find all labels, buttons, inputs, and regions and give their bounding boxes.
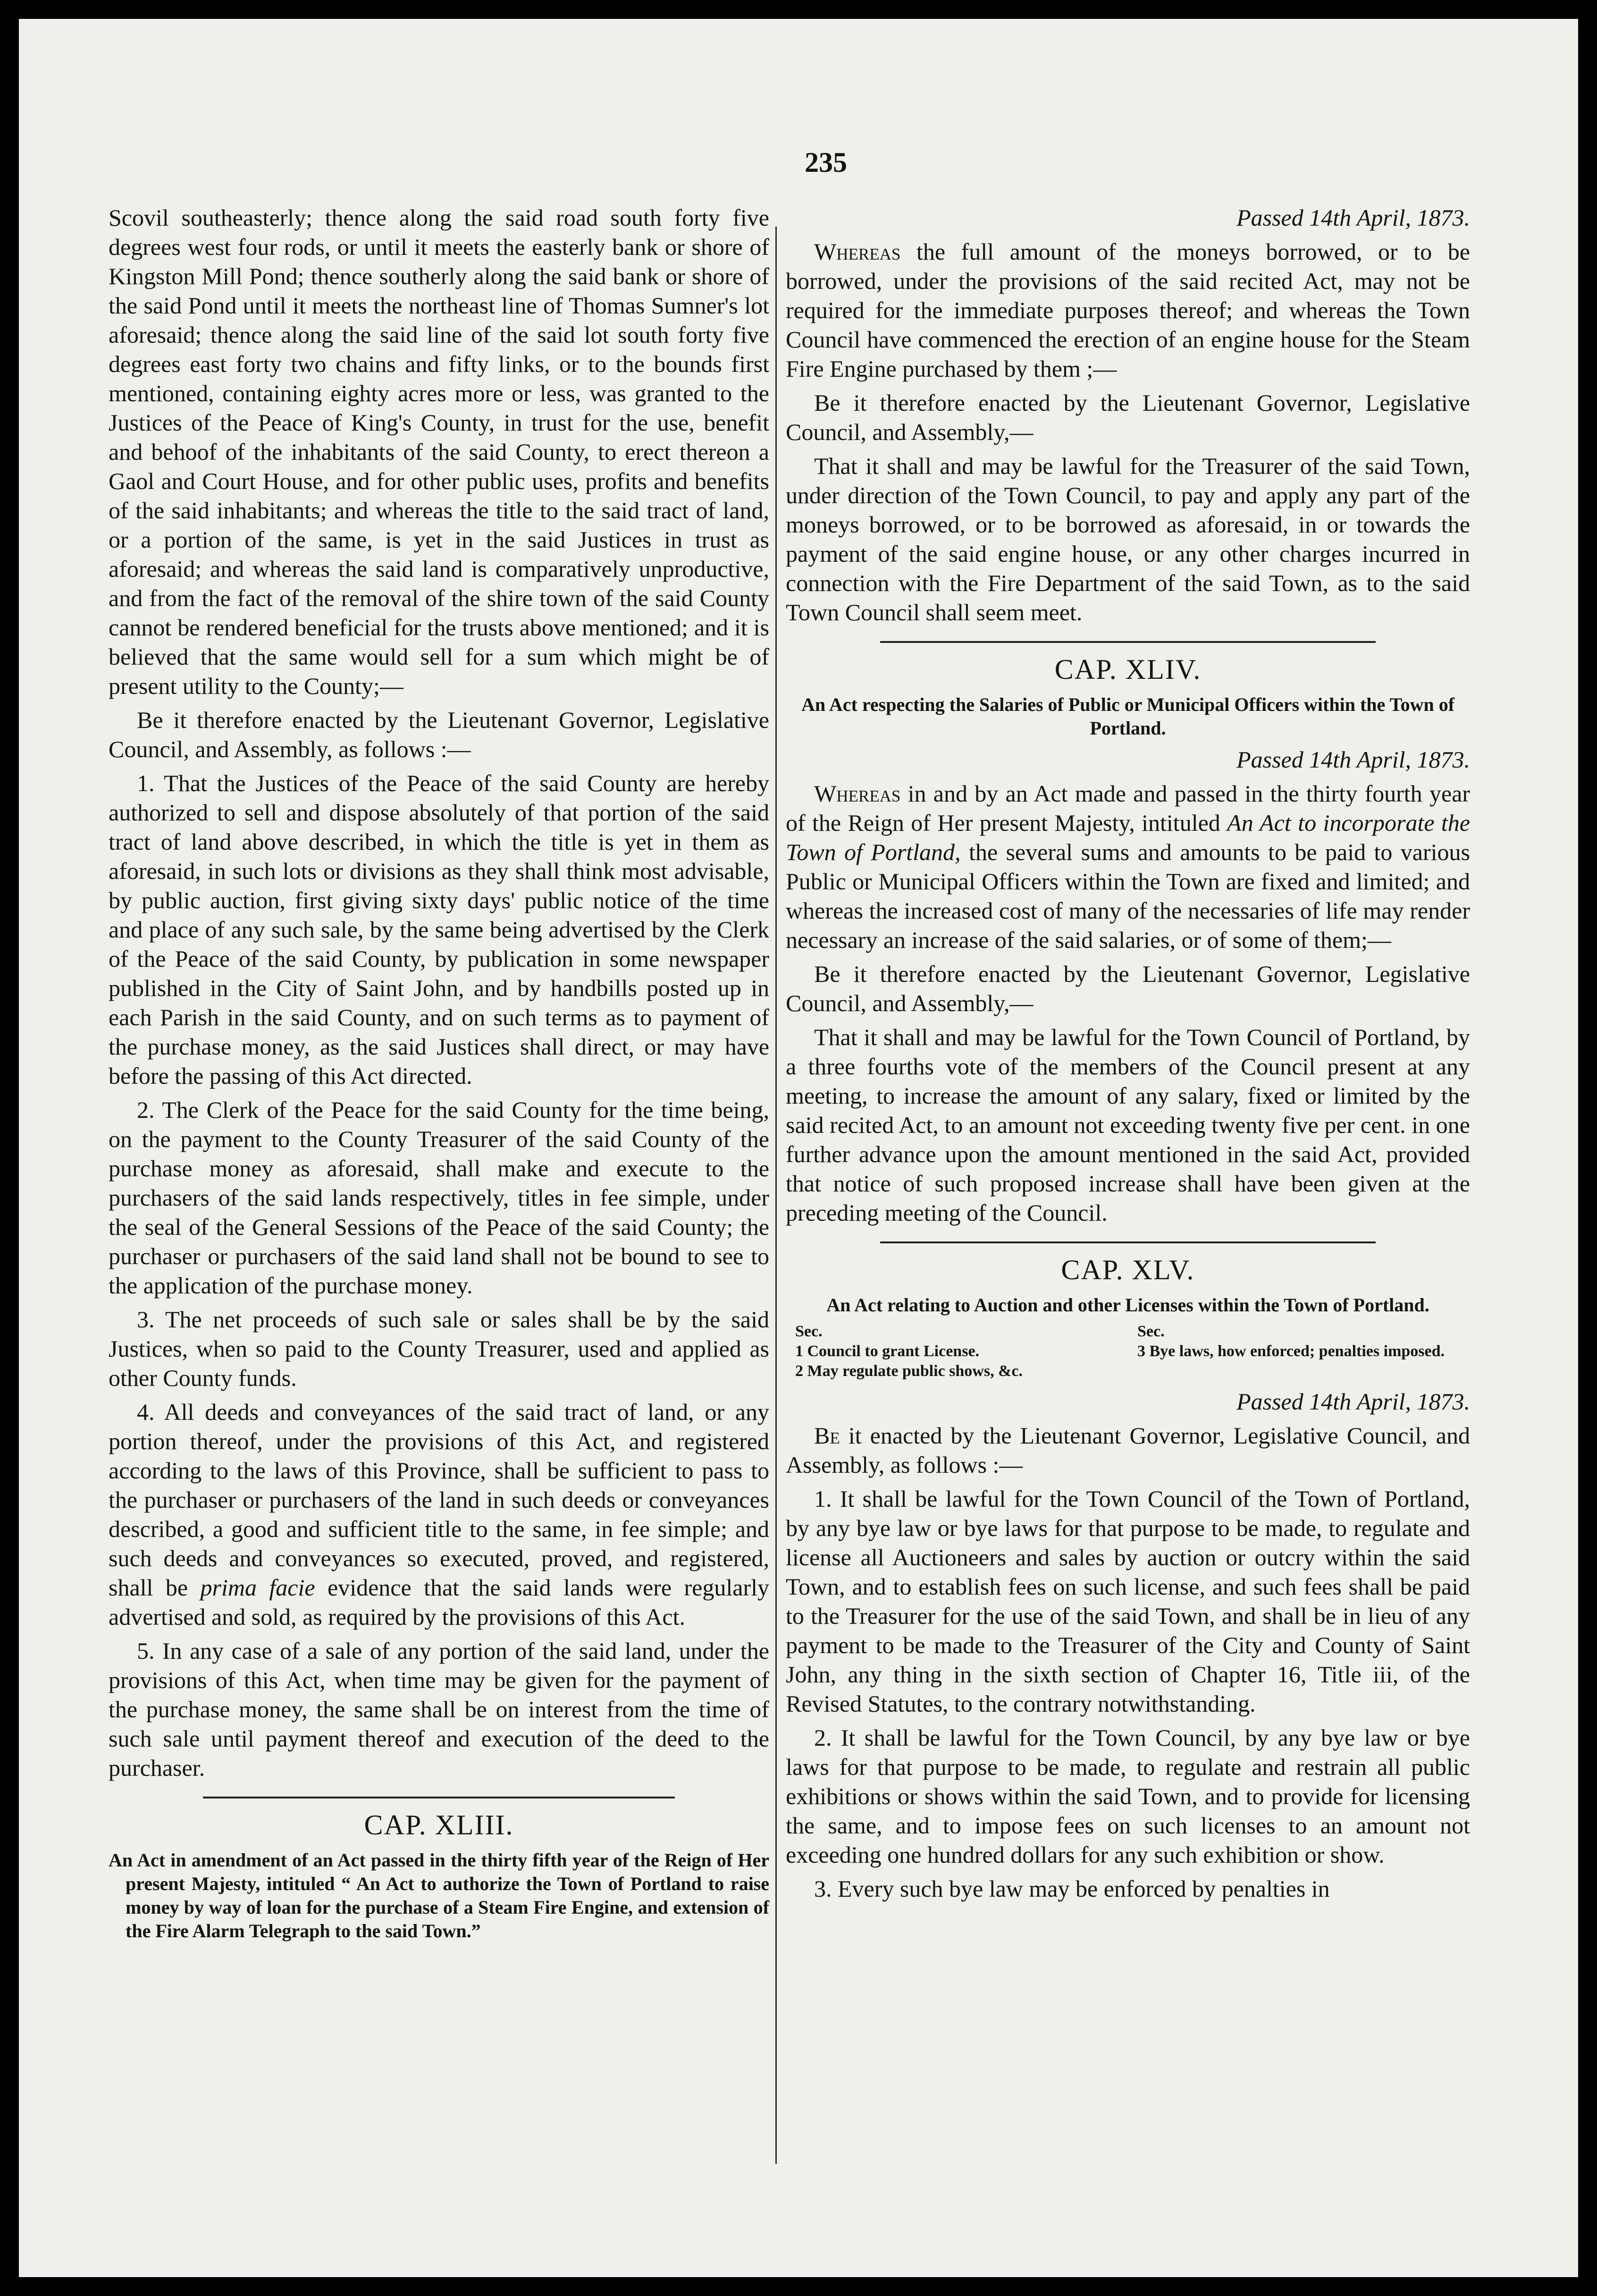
section-rule bbox=[880, 641, 1376, 643]
chapter-43-enacting-clause: Be it therefore enacted by the Lieutenant Governor, Legislative Council, and Assembly,— bbox=[786, 389, 1470, 445]
chapter-45-section-3: 3. Every such bye law may be enforced by penalties in bbox=[814, 1875, 1330, 1902]
left-column bbox=[109, 203, 769, 2164]
document-page bbox=[19, 19, 1578, 2277]
section-index bbox=[786, 1322, 1470, 1381]
section-rule bbox=[880, 1241, 1376, 1243]
chapter-43-title: An Act in amendment of an Act passed in the thirty fifth year of the Reign of Her present Majesty, intituled “ An Act to authorize the Town of Portland to raise money by way of loan for the purchase of a Steam Fire Engine, and extension of the Fire Alarm Telegraph to the said Town.” bbox=[109, 1849, 769, 1941]
chapter-heading-43: CAP. XLIII. bbox=[364, 1809, 514, 1840]
chapter-44-preamble bbox=[786, 779, 1470, 954]
section-2: 2. The Clerk of the Peace for the said County for the time being, on the payment to the County Treasurer of the said County of the purchase money as aforesaid, shall make and execute to the purchasers of the said lands respectively, titles in fee simple, under the seal of the General Sessions of the Peace of the said County; the purchaser or purchasers of the said land shall not be bound to see to the application of the purchase money. bbox=[109, 1097, 769, 1299]
section-rule bbox=[203, 1797, 675, 1798]
chapter-44-act-name: An Act to incorporate the Town of Portland, bbox=[786, 810, 1471, 865]
chapter-45-section-1: 1. It shall be lawful for the Town Council of the Town of Portland, by any bye law or bye laws for that purpose to be made, to regulate and license all Auctioneers and sales by auction or outcry within the said Town, and to establish fees on such license, and such fees shall be paid to the Treasurer for the use of the said Town, and shall be in lieu of any payment to be made to the Treasurer of the City and County of Saint John, any thing in the sixth section of Chapter 16, Title iii, of the Revised Statutes, to the contrary notwithstanding. bbox=[786, 1486, 1470, 1717]
right-column bbox=[786, 203, 1470, 2164]
chapter-44-section: That it shall and may be lawful for the Town Council of Portland, by a three fourths vote of the members of the Council present at any meeting, to increase the amount of any salary, fixed or limited by the said recited Act, to an amount not exceeding twenty five per cent. in one further advance upon the amount mentioned in the said Act, provided that notice of such proposed increase shall have been given at the preceding meeting of the Council. bbox=[786, 1024, 1470, 1226]
section-4 bbox=[109, 1397, 769, 1631]
preamble-paragraph: Scovil southeasterly; thence along the said road south forty five degrees west four rods, or until it meets the easterly bank or shore of Kingston Mill Pond; thence southerly along the said bank or shore of the said Pond until it meets the northeast line of Thomas Sumner's lot aforesaid; thence along the said line of the said lot south forty five degrees east forty two chains and fifty links, or to the bounds first mentioned, containing eighty acres more or less, was granted to the Justices of the Peace of King's County, in trust for the use, benefit and behoof of the inhabitants of the said County, to erect thereon a Gaol and Court House, and for other public uses, profits and benefits of the said inhabitants; and whereas the title to the said tract of land, or a portion of the same, is yet in the said Justices in trust as aforesaid; and whereas the said land is comparatively unproductive, and from the fact of the removal of the shire town of the said County cannot be rendered beneficial for the trusts above mentioned; and it is believed that the same would sell for a sum which might be of present utility to the County;— bbox=[109, 204, 769, 699]
section-4-text-b: evidence that the said lands were regularly advertised and sold, as required by the provisions of this Act. bbox=[109, 1574, 769, 1630]
chapter-heading-45: CAP. XLV. bbox=[1061, 1254, 1195, 1285]
chapter-44-preamble-text-b: the several sums and amounts to be paid to various Public or Municipal Officers within the Town are fixed and limited; and whereas the increased cost of many of the necessaries of life may render necessary an increase of the said salaries, or of some of them;— bbox=[786, 839, 1470, 953]
chapter-44-enacting-clause: Be it therefore enacted by the Lieutenant Governor, Legislative Council, and Assembly,— bbox=[786, 961, 1470, 1016]
section-3: 3. The net proceeds of such sale or sales shall be by the said Justices, when so paid to the County Treasurer, used and applied as other County funds. bbox=[109, 1306, 769, 1391]
section-index-label-left: Sec. bbox=[795, 1323, 823, 1340]
section-4-italic: prima facie bbox=[200, 1574, 315, 1601]
be-word: Be bbox=[814, 1422, 840, 1449]
column-divider bbox=[775, 227, 777, 2164]
chapter-43-section: That it shall and may be lawful for the Treasurer of the said Town, under direction of the Town Council, to pay and apply any part of the moneys borrowed, or to be borrowed as aforesaid, in or towards the payment of the said engine house, or any other charges incurred in connection with the Fire Department of the said Town, as to the said Town Council shall seem meet. bbox=[786, 453, 1470, 625]
page-number: 235 bbox=[805, 147, 847, 178]
section-4-text-a: 4. All deeds and conveyances of the said tract of land, or any portion thereof, under the provisions of this Act, and registered according to the laws of this Province, shall be sufficient to pass to the purchaser or purchasers of the land in such deeds or conveyances described, a good and sufficient title to the same, in fee simple; and such deeds and conveyances so executed, proved, and registered, shall be bbox=[109, 1399, 769, 1601]
chapter-45-enacting-clause bbox=[786, 1421, 1470, 1479]
chapter-45-enacting-text: it enacted by the Lieutenant Governor, Legislative Council, and Assembly, as follows :— bbox=[786, 1422, 1470, 1478]
section-index-item-3: 3 Bye laws, how enforced; penalties imposed. bbox=[1137, 1342, 1445, 1360]
section-index-label-right: Sec. bbox=[1137, 1323, 1165, 1340]
section-1: 1. That the Justices of the Peace of the said County are hereby authorized to sell and dispose absolutely of that portion of the said tract of land above described, in which the title is yet in them as aforesaid, in such lots or divisions as they shall think most advisable, by public auction, first giving sixty days' public notice of the time and place of any such sale, by the same being advertised by the Clerk of the Peace of the said County, by publication in some newspaper published in the City of Saint John, and by handbills posted up in each Parish in the said County, and on such terms as to payment of the purchase money, as the said Justices shall direct, or may have before the passing of this Act directed. bbox=[109, 770, 769, 1089]
chapter-44-title: An Act respecting the Salaries of Public or Municipal Officers within the Town of Portland. bbox=[801, 694, 1455, 739]
passed-date-44: Passed 14th April, 1873. bbox=[1236, 746, 1470, 773]
passed-date-43: Passed 14th April, 1873. bbox=[1236, 204, 1470, 231]
chapter-44-preamble-text-a: in and by an Act made and passed in the thirty fourth year of the Reign of Her present Majesty, intituled bbox=[786, 780, 1470, 836]
enacting-clause: Be it therefore enacted by the Lieutenant Governor, Legislative Council, and Assembly, as follows :— bbox=[109, 707, 769, 762]
chapter-43-preamble bbox=[786, 237, 1470, 383]
whereas-word: Whereas bbox=[814, 238, 901, 265]
whereas-word: Whereas bbox=[814, 780, 901, 807]
section-index-item-1: 1 Council to grant License. bbox=[795, 1342, 980, 1360]
section-index-item-2: 2 May regulate public shows, &c. bbox=[795, 1362, 1023, 1380]
chapter-heading-44: CAP. XLIV. bbox=[1054, 654, 1202, 685]
chapter-43-preamble-text: the full amount of the moneys borrowed, or to be borrowed, under the provisions of the said recited Act, may not be required for the immediate purposes thereof; and whereas the Town Council have commenced the erection of an engine house for the Steam Fire Engine purchased by them ;— bbox=[786, 238, 1470, 382]
section-5: 5. In any case of a sale of any portion of the said land, under the provisions of this Act, when time may be given for the payment of the purchase money, the same shall be on interest from the time of such sale until payment thereof and execution of the deed to the purchaser. bbox=[109, 1638, 769, 1781]
passed-date-45: Passed 14th April, 1873. bbox=[1236, 1388, 1470, 1415]
chapter-45-section-2: 2. It shall be lawful for the Town Council, by any bye law or bye laws for that purpose to be made, to regulate and restrain all public exhibitions or shows within the said Town, and to provide for licensing the same, and to impose fees on such licenses to an amount not exceeding one hundred dollars for any such exhibition or show. bbox=[786, 1724, 1470, 1868]
chapter-45-title: An Act relating to Auction and other Licenses within the Town of Portland. bbox=[826, 1294, 1429, 1316]
